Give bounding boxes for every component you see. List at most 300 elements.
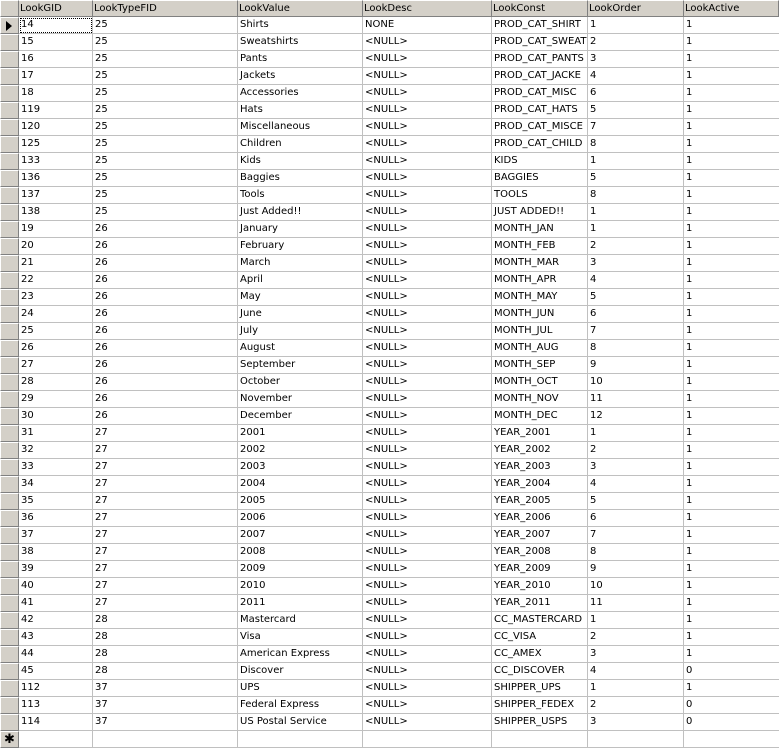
cell-looktypefid[interactable]: 26 bbox=[93, 357, 238, 374]
cell-lookdesc[interactable]: <NULL> bbox=[363, 391, 492, 408]
cell-looktypefid[interactable]: 26 bbox=[93, 221, 238, 238]
cell-lookactive[interactable]: 1 bbox=[684, 238, 779, 255]
cell-lookorder[interactable]: 2 bbox=[588, 238, 684, 255]
cell-lookdesc[interactable]: <NULL> bbox=[363, 714, 492, 731]
cell-lookorder[interactable]: 9 bbox=[588, 561, 684, 578]
cell-lookgid[interactable]: 36 bbox=[19, 510, 93, 527]
row-selector[interactable] bbox=[0, 595, 19, 612]
cell-lookgid[interactable]: 29 bbox=[19, 391, 93, 408]
cell-looktypefid[interactable]: 26 bbox=[93, 340, 238, 357]
cell-lookorder[interactable]: 3 bbox=[588, 714, 684, 731]
table-row[interactable] bbox=[0, 51, 779, 68]
cell-lookconst[interactable]: MONTH_JAN bbox=[492, 221, 588, 238]
row-selector[interactable] bbox=[0, 187, 19, 204]
table-row[interactable] bbox=[0, 357, 779, 374]
cell-lookactive[interactable]: 1 bbox=[684, 357, 779, 374]
table-row[interactable] bbox=[0, 85, 779, 102]
cell-lookactive[interactable]: 1 bbox=[684, 646, 779, 663]
cell-looktypefid[interactable]: 25 bbox=[93, 85, 238, 102]
row-selector[interactable] bbox=[0, 221, 19, 238]
cell-lookorder[interactable]: 6 bbox=[588, 306, 684, 323]
cell-lookorder[interactable]: 3 bbox=[588, 459, 684, 476]
cell-lookdesc[interactable]: <NULL> bbox=[363, 578, 492, 595]
cell-lookactive[interactable]: 1 bbox=[684, 578, 779, 595]
cell-lookorder[interactable]: 4 bbox=[588, 272, 684, 289]
cell-lookconst[interactable]: PROD_CAT_PANTS bbox=[492, 51, 588, 68]
row-selector[interactable] bbox=[0, 357, 19, 374]
cell-looktypefid[interactable]: 25 bbox=[93, 119, 238, 136]
cell-looktypefid[interactable]: 25 bbox=[93, 136, 238, 153]
cell-lookgid[interactable]: 14 bbox=[19, 17, 93, 34]
cell-lookdesc[interactable]: <NULL> bbox=[363, 238, 492, 255]
cell-lookvalue[interactable]: Baggies bbox=[238, 170, 363, 187]
cell-lookdesc[interactable]: <NULL> bbox=[363, 663, 492, 680]
table-row[interactable] bbox=[0, 408, 779, 425]
cell-lookactive[interactable]: 1 bbox=[684, 612, 779, 629]
column-header-lookdesc[interactable]: LookDesc bbox=[363, 0, 492, 17]
cell-lookorder[interactable]: 1 bbox=[588, 153, 684, 170]
cell-lookgid[interactable]: 41 bbox=[19, 595, 93, 612]
cell-looktypefid[interactable]: 28 bbox=[93, 629, 238, 646]
table-row[interactable] bbox=[0, 374, 779, 391]
table-row[interactable] bbox=[0, 255, 779, 272]
cell-looktypefid[interactable]: 37 bbox=[93, 680, 238, 697]
cell-looktypefid[interactable]: 27 bbox=[93, 442, 238, 459]
table-row[interactable] bbox=[0, 119, 779, 136]
cell-looktypefid[interactable]: 26 bbox=[93, 289, 238, 306]
cell-lookdesc[interactable]: <NULL> bbox=[363, 340, 492, 357]
cell-looktypefid[interactable]: 26 bbox=[93, 374, 238, 391]
cell-lookvalue[interactable]: December bbox=[238, 408, 363, 425]
cell-lookorder[interactable]: 11 bbox=[588, 391, 684, 408]
cell-lookconst[interactable]: MONTH_NOV bbox=[492, 391, 588, 408]
cell-lookgid[interactable]: 20 bbox=[19, 238, 93, 255]
cell-lookactive[interactable]: 1 bbox=[684, 255, 779, 272]
cell-lookdesc[interactable]: <NULL> bbox=[363, 544, 492, 561]
table-row[interactable] bbox=[0, 561, 779, 578]
table-row[interactable] bbox=[0, 238, 779, 255]
cell-lookvalue[interactable]: 2010 bbox=[238, 578, 363, 595]
table-row[interactable] bbox=[0, 459, 779, 476]
row-selector[interactable] bbox=[0, 544, 19, 561]
table-row[interactable] bbox=[0, 221, 779, 238]
cell-lookconst[interactable]: CC_DISCOVER bbox=[492, 663, 588, 680]
column-header-lookvalue[interactable]: LookValue bbox=[238, 0, 363, 17]
cell-lookactive[interactable]: 1 bbox=[684, 68, 779, 85]
row-selector[interactable] bbox=[0, 153, 19, 170]
cell-lookactive[interactable]: 1 bbox=[684, 493, 779, 510]
row-selector[interactable] bbox=[0, 289, 19, 306]
cell-lookvalue[interactable]: June bbox=[238, 306, 363, 323]
cell-looktypefid[interactable]: 25 bbox=[93, 170, 238, 187]
cell-lookgid[interactable]: 136 bbox=[19, 170, 93, 187]
cell-lookorder[interactable]: 8 bbox=[588, 544, 684, 561]
cell-lookactive[interactable]: 1 bbox=[684, 306, 779, 323]
cell-lookdesc[interactable]: <NULL> bbox=[363, 187, 492, 204]
cell-lookactive[interactable]: 1 bbox=[684, 204, 779, 221]
row-selector[interactable] bbox=[0, 578, 19, 595]
cell-lookconst[interactable]: MONTH_JUN bbox=[492, 306, 588, 323]
cell-looktypefid[interactable]: 27 bbox=[93, 459, 238, 476]
cell-lookconst[interactable]: SHIPPER_FEDEX bbox=[492, 697, 588, 714]
cell-lookvalue[interactable]: February bbox=[238, 238, 363, 255]
row-selector[interactable] bbox=[0, 34, 19, 51]
new-cell-lookconst[interactable] bbox=[492, 731, 588, 748]
cell-lookactive[interactable]: 1 bbox=[684, 153, 779, 170]
row-selector[interactable] bbox=[0, 85, 19, 102]
cell-lookvalue[interactable]: 2007 bbox=[238, 527, 363, 544]
table-row[interactable] bbox=[0, 595, 779, 612]
new-cell-lookdesc[interactable] bbox=[363, 731, 492, 748]
cell-lookconst[interactable]: YEAR_2010 bbox=[492, 578, 588, 595]
cell-lookgid[interactable]: 40 bbox=[19, 578, 93, 595]
cell-lookactive[interactable]: 1 bbox=[684, 119, 779, 136]
cell-lookgid[interactable]: 39 bbox=[19, 561, 93, 578]
cell-lookactive[interactable]: 1 bbox=[684, 272, 779, 289]
row-selector[interactable] bbox=[0, 459, 19, 476]
cell-looktypefid[interactable]: 28 bbox=[93, 612, 238, 629]
cell-lookorder[interactable]: 6 bbox=[588, 85, 684, 102]
cell-lookorder[interactable]: 3 bbox=[588, 255, 684, 272]
cell-lookorder[interactable]: 10 bbox=[588, 374, 684, 391]
cell-lookvalue[interactable]: August bbox=[238, 340, 363, 357]
cell-lookconst[interactable]: KIDS bbox=[492, 153, 588, 170]
row-selector[interactable] bbox=[0, 714, 19, 731]
cell-lookdesc[interactable]: <NULL> bbox=[363, 204, 492, 221]
table-row[interactable] bbox=[0, 646, 779, 663]
cell-lookdesc[interactable]: <NULL> bbox=[363, 221, 492, 238]
cell-lookconst[interactable]: PROD_CAT_JACKE bbox=[492, 68, 588, 85]
cell-lookactive[interactable]: 1 bbox=[684, 680, 779, 697]
table-row[interactable] bbox=[0, 68, 779, 85]
cell-lookgid[interactable]: 37 bbox=[19, 527, 93, 544]
cell-lookconst[interactable]: CC_MASTERCARD bbox=[492, 612, 588, 629]
cell-lookvalue[interactable]: 2008 bbox=[238, 544, 363, 561]
row-selector[interactable] bbox=[0, 527, 19, 544]
cell-lookorder[interactable]: 7 bbox=[588, 323, 684, 340]
cell-lookorder[interactable]: 7 bbox=[588, 119, 684, 136]
cell-lookgid[interactable]: 25 bbox=[19, 323, 93, 340]
cell-lookconst[interactable]: MONTH_SEP bbox=[492, 357, 588, 374]
cell-lookgid[interactable]: 32 bbox=[19, 442, 93, 459]
cell-lookactive[interactable]: 1 bbox=[684, 170, 779, 187]
table-row[interactable] bbox=[0, 697, 779, 714]
cell-looktypefid[interactable]: 25 bbox=[93, 102, 238, 119]
row-selector[interactable] bbox=[0, 493, 19, 510]
cell-lookorder[interactable]: 12 bbox=[588, 408, 684, 425]
cell-lookactive[interactable]: 1 bbox=[684, 374, 779, 391]
cell-lookactive[interactable]: 1 bbox=[684, 391, 779, 408]
cell-lookconst[interactable]: PROD_CAT_MISCE bbox=[492, 119, 588, 136]
cell-looktypefid[interactable]: 28 bbox=[93, 663, 238, 680]
cell-lookdesc[interactable]: <NULL> bbox=[363, 153, 492, 170]
cell-lookorder[interactable]: 7 bbox=[588, 527, 684, 544]
cell-lookvalue[interactable]: 2009 bbox=[238, 561, 363, 578]
new-cell-lookvalue[interactable] bbox=[238, 731, 363, 748]
cell-lookactive[interactable]: 1 bbox=[684, 561, 779, 578]
cell-looktypefid[interactable]: 25 bbox=[93, 187, 238, 204]
cell-lookactive[interactable]: 1 bbox=[684, 221, 779, 238]
cell-lookdesc[interactable]: <NULL> bbox=[363, 357, 492, 374]
cell-looktypefid[interactable]: 26 bbox=[93, 306, 238, 323]
cell-lookconst[interactable]: PROD_CAT_SWEAT bbox=[492, 34, 588, 51]
cell-lookorder[interactable]: 1 bbox=[588, 425, 684, 442]
cell-lookvalue[interactable]: April bbox=[238, 272, 363, 289]
cell-looktypefid[interactable]: 27 bbox=[93, 578, 238, 595]
cell-lookconst[interactable]: PROD_CAT_SHIRT bbox=[492, 17, 588, 34]
cell-lookgid[interactable]: 114 bbox=[19, 714, 93, 731]
table-row[interactable] bbox=[0, 187, 779, 204]
cell-lookvalue[interactable]: 2005 bbox=[238, 493, 363, 510]
cell-lookorder[interactable]: 8 bbox=[588, 187, 684, 204]
cell-looktypefid[interactable]: 26 bbox=[93, 323, 238, 340]
cell-lookconst[interactable]: SHIPPER_UPS bbox=[492, 680, 588, 697]
row-selector[interactable] bbox=[0, 204, 19, 221]
cell-lookvalue[interactable]: October bbox=[238, 374, 363, 391]
cell-lookconst[interactable]: MONTH_FEB bbox=[492, 238, 588, 255]
cell-looktypefid[interactable]: 27 bbox=[93, 544, 238, 561]
table-row[interactable] bbox=[0, 340, 779, 357]
cell-looktypefid[interactable]: 25 bbox=[93, 34, 238, 51]
cell-lookdesc[interactable]: <NULL> bbox=[363, 442, 492, 459]
cell-lookactive[interactable]: 1 bbox=[684, 527, 779, 544]
cell-looktypefid[interactable]: 26 bbox=[93, 391, 238, 408]
cell-lookconst[interactable]: YEAR_2009 bbox=[492, 561, 588, 578]
cell-looktypefid[interactable]: 25 bbox=[93, 51, 238, 68]
cell-lookgid[interactable]: 112 bbox=[19, 680, 93, 697]
cell-lookdesc[interactable]: <NULL> bbox=[363, 408, 492, 425]
row-selector[interactable] bbox=[0, 425, 19, 442]
cell-lookdesc[interactable]: <NULL> bbox=[363, 306, 492, 323]
cell-lookactive[interactable]: 1 bbox=[684, 136, 779, 153]
cell-lookvalue[interactable]: Children bbox=[238, 136, 363, 153]
column-header-lookgid[interactable]: LookGID bbox=[19, 0, 93, 17]
cell-lookconst[interactable]: SHIPPER_USPS bbox=[492, 714, 588, 731]
cell-lookactive[interactable]: 1 bbox=[684, 595, 779, 612]
cell-lookorder[interactable]: 3 bbox=[588, 51, 684, 68]
cell-lookvalue[interactable]: 2004 bbox=[238, 476, 363, 493]
cell-lookorder[interactable]: 4 bbox=[588, 476, 684, 493]
cell-lookorder[interactable]: 5 bbox=[588, 289, 684, 306]
row-selector[interactable] bbox=[0, 17, 19, 34]
table-row[interactable] bbox=[0, 714, 779, 731]
cell-lookgid[interactable]: 22 bbox=[19, 272, 93, 289]
cell-looktypefid[interactable]: 25 bbox=[93, 68, 238, 85]
cell-lookvalue[interactable]: UPS bbox=[238, 680, 363, 697]
cell-lookgid[interactable]: 138 bbox=[19, 204, 93, 221]
cell-lookgid[interactable]: 125 bbox=[19, 136, 93, 153]
row-selector[interactable] bbox=[0, 697, 19, 714]
table-row[interactable] bbox=[0, 34, 779, 51]
table-row[interactable] bbox=[0, 204, 779, 221]
cell-lookconst[interactable]: PROD_CAT_HATS bbox=[492, 102, 588, 119]
cell-lookvalue[interactable]: 2002 bbox=[238, 442, 363, 459]
cell-lookactive[interactable]: 1 bbox=[684, 459, 779, 476]
cell-lookactive[interactable]: 1 bbox=[684, 34, 779, 51]
cell-lookdesc[interactable]: <NULL> bbox=[363, 527, 492, 544]
column-header-looktypefid[interactable]: LookTypeFID bbox=[93, 0, 238, 17]
cell-lookconst[interactable]: MONTH_APR bbox=[492, 272, 588, 289]
cell-lookactive[interactable]: 1 bbox=[684, 408, 779, 425]
new-cell-looktypefid[interactable] bbox=[93, 731, 238, 748]
row-selector[interactable] bbox=[0, 323, 19, 340]
cell-lookconst[interactable]: MONTH_AUG bbox=[492, 340, 588, 357]
cell-lookactive[interactable]: 0 bbox=[684, 663, 779, 680]
new-cell-lookorder[interactable] bbox=[588, 731, 684, 748]
row-selector[interactable] bbox=[0, 102, 19, 119]
cell-lookdesc[interactable]: <NULL> bbox=[363, 561, 492, 578]
cell-lookgid[interactable]: 24 bbox=[19, 306, 93, 323]
cell-lookdesc[interactable]: <NULL> bbox=[363, 272, 492, 289]
table-row[interactable] bbox=[0, 153, 779, 170]
cell-lookvalue[interactable]: American Express bbox=[238, 646, 363, 663]
cell-lookconst[interactable]: TOOLS bbox=[492, 187, 588, 204]
cell-lookorder[interactable]: 11 bbox=[588, 595, 684, 612]
table-row[interactable] bbox=[0, 476, 779, 493]
cell-looktypefid[interactable]: 27 bbox=[93, 510, 238, 527]
row-selector[interactable] bbox=[0, 612, 19, 629]
cell-lookdesc[interactable]: <NULL> bbox=[363, 510, 492, 527]
cell-lookgid[interactable]: 113 bbox=[19, 697, 93, 714]
cell-lookactive[interactable]: 1 bbox=[684, 442, 779, 459]
cell-lookactive[interactable]: 1 bbox=[684, 102, 779, 119]
cell-lookdesc[interactable]: NONE bbox=[363, 17, 492, 34]
cell-lookgid[interactable]: 21 bbox=[19, 255, 93, 272]
cell-lookorder[interactable]: 5 bbox=[588, 170, 684, 187]
cell-lookgid[interactable]: 35 bbox=[19, 493, 93, 510]
cell-lookactive[interactable]: 1 bbox=[684, 289, 779, 306]
table-row[interactable] bbox=[0, 442, 779, 459]
row-selector[interactable] bbox=[0, 391, 19, 408]
cell-lookvalue[interactable]: 2003 bbox=[238, 459, 363, 476]
cell-lookdesc[interactable]: <NULL> bbox=[363, 425, 492, 442]
cell-lookvalue[interactable]: Sweatshirts bbox=[238, 34, 363, 51]
cell-lookdesc[interactable]: <NULL> bbox=[363, 51, 492, 68]
table-row[interactable] bbox=[0, 170, 779, 187]
cell-lookactive[interactable]: 1 bbox=[684, 544, 779, 561]
cell-lookactive[interactable]: 1 bbox=[684, 510, 779, 527]
column-header-lookorder[interactable]: LookOrder bbox=[588, 0, 684, 17]
cell-lookorder[interactable]: 2 bbox=[588, 629, 684, 646]
cell-lookdesc[interactable]: <NULL> bbox=[363, 255, 492, 272]
cell-lookorder[interactable]: 2 bbox=[588, 442, 684, 459]
cell-lookvalue[interactable]: Pants bbox=[238, 51, 363, 68]
cell-looktypefid[interactable]: 26 bbox=[93, 255, 238, 272]
cell-lookdesc[interactable]: <NULL> bbox=[363, 68, 492, 85]
cell-lookgid[interactable]: 31 bbox=[19, 425, 93, 442]
cell-lookgid[interactable]: 17 bbox=[19, 68, 93, 85]
cell-lookvalue[interactable]: Jackets bbox=[238, 68, 363, 85]
cell-lookdesc[interactable]: <NULL> bbox=[363, 289, 492, 306]
cell-looktypefid[interactable]: 27 bbox=[93, 595, 238, 612]
cell-lookvalue[interactable]: Miscellaneous bbox=[238, 119, 363, 136]
cell-lookvalue[interactable]: July bbox=[238, 323, 363, 340]
new-cell-lookactive[interactable] bbox=[684, 731, 779, 748]
cell-lookdesc[interactable]: <NULL> bbox=[363, 595, 492, 612]
cell-lookorder[interactable]: 1 bbox=[588, 680, 684, 697]
cell-lookorder[interactable]: 5 bbox=[588, 102, 684, 119]
row-selector[interactable] bbox=[0, 731, 19, 748]
cell-lookorder[interactable]: 1 bbox=[588, 17, 684, 34]
cell-lookorder[interactable]: 10 bbox=[588, 578, 684, 595]
cell-looktypefid[interactable]: 27 bbox=[93, 561, 238, 578]
cell-lookdesc[interactable]: <NULL> bbox=[363, 85, 492, 102]
column-header-lookactive[interactable]: LookActive bbox=[684, 0, 779, 17]
cell-lookgid[interactable]: 120 bbox=[19, 119, 93, 136]
cell-lookactive[interactable]: 1 bbox=[684, 476, 779, 493]
row-selector[interactable] bbox=[0, 663, 19, 680]
row-selector[interactable] bbox=[0, 476, 19, 493]
cell-lookvalue[interactable]: Federal Express bbox=[238, 697, 363, 714]
cell-lookvalue[interactable]: Hats bbox=[238, 102, 363, 119]
cell-lookgid[interactable]: 27 bbox=[19, 357, 93, 374]
table-row[interactable] bbox=[0, 323, 779, 340]
row-selector[interactable] bbox=[0, 119, 19, 136]
row-selector[interactable] bbox=[0, 238, 19, 255]
table-row[interactable] bbox=[0, 663, 779, 680]
cell-lookactive[interactable]: 1 bbox=[684, 85, 779, 102]
table-row[interactable] bbox=[0, 544, 779, 561]
table-row[interactable] bbox=[0, 391, 779, 408]
cell-lookdesc[interactable]: <NULL> bbox=[363, 629, 492, 646]
table-row[interactable] bbox=[0, 289, 779, 306]
cell-lookgid[interactable]: 44 bbox=[19, 646, 93, 663]
table-row[interactable] bbox=[0, 680, 779, 697]
table-row[interactable] bbox=[0, 629, 779, 646]
cell-lookorder[interactable]: 9 bbox=[588, 357, 684, 374]
cell-looktypefid[interactable]: 26 bbox=[93, 408, 238, 425]
cell-looktypefid[interactable]: 25 bbox=[93, 17, 238, 34]
cell-lookconst[interactable]: MONTH_DEC bbox=[492, 408, 588, 425]
cell-lookactive[interactable]: 1 bbox=[684, 425, 779, 442]
cell-lookvalue[interactable]: Accessories bbox=[238, 85, 363, 102]
row-selector[interactable] bbox=[0, 255, 19, 272]
cell-lookactive[interactable]: 1 bbox=[684, 323, 779, 340]
cell-lookvalue[interactable]: Tools bbox=[238, 187, 363, 204]
cell-lookgid[interactable]: 26 bbox=[19, 340, 93, 357]
cell-lookgid[interactable]: 34 bbox=[19, 476, 93, 493]
row-selector[interactable] bbox=[0, 680, 19, 697]
table-row[interactable] bbox=[0, 612, 779, 629]
cell-lookdesc[interactable]: <NULL> bbox=[363, 102, 492, 119]
cell-lookconst[interactable]: YEAR_2001 bbox=[492, 425, 588, 442]
cell-looktypefid[interactable]: 27 bbox=[93, 527, 238, 544]
cell-lookactive[interactable]: 1 bbox=[684, 629, 779, 646]
cell-lookconst[interactable]: CC_VISA bbox=[492, 629, 588, 646]
cell-lookorder[interactable]: 6 bbox=[588, 510, 684, 527]
cell-lookconst[interactable]: YEAR_2005 bbox=[492, 493, 588, 510]
cell-lookactive[interactable]: 0 bbox=[684, 714, 779, 731]
table-row[interactable] bbox=[0, 17, 779, 34]
cell-lookorder[interactable]: 3 bbox=[588, 646, 684, 663]
table-row[interactable] bbox=[0, 136, 779, 153]
row-selector[interactable] bbox=[0, 68, 19, 85]
cell-lookconst[interactable]: MONTH_JUL bbox=[492, 323, 588, 340]
cell-lookgid[interactable]: 38 bbox=[19, 544, 93, 561]
cell-lookvalue[interactable]: May bbox=[238, 289, 363, 306]
cell-lookorder[interactable]: 2 bbox=[588, 697, 684, 714]
cell-lookvalue[interactable]: Shirts bbox=[238, 17, 363, 34]
cell-looktypefid[interactable]: 25 bbox=[93, 153, 238, 170]
new-record-row[interactable] bbox=[0, 731, 779, 748]
cell-lookvalue[interactable]: Visa bbox=[238, 629, 363, 646]
cell-lookgid[interactable]: 16 bbox=[19, 51, 93, 68]
table-row[interactable] bbox=[0, 272, 779, 289]
row-selector[interactable] bbox=[0, 646, 19, 663]
row-selector[interactable] bbox=[0, 442, 19, 459]
cell-lookorder[interactable]: 8 bbox=[588, 136, 684, 153]
column-header-lookconst[interactable]: LookConst bbox=[492, 0, 588, 17]
